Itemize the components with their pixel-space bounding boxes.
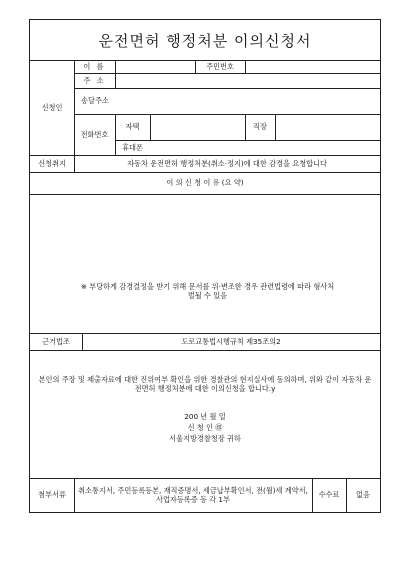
address-field[interactable]	[116, 73, 380, 88]
consent-statement: 본인의 주장 및 제출자료에 대한 진위여부 확인을 위한 경찰관의 현지실사에 동의하며, 위와 같이 자동차 운전면허 행정처분에 대한 이의신청을 합니다.y	[38, 374, 372, 393]
mailing-address-label: 송달주소	[81, 96, 109, 106]
divider	[30, 350, 380, 351]
id-number-label: 주민번호	[206, 61, 234, 71]
objection-form	[29, 19, 381, 513]
fee-label: 수수료	[318, 490, 340, 500]
name-field[interactable]	[116, 60, 195, 73]
purpose-text: 자동차 운전면허 행정처분(취소·정지)에 대한 감경을 요청합니다	[127, 158, 327, 168]
recipient-line: 서울지방경찰청장 귀하	[169, 434, 241, 444]
mailing-address-field[interactable]	[116, 88, 380, 114]
work-phone-field[interactable]	[276, 114, 380, 140]
work-phone-label: 직장	[253, 122, 267, 132]
mobile-field[interactable]	[151, 140, 380, 155]
attachments-text: 취소통지서, 주민등록등본, 재직증명서, 세금납부확인서, 전(월)세 계약서, 사업자등록증 등 각 1부	[78, 485, 308, 504]
phone-label: 전화번호	[80, 129, 109, 139]
name-label: 이 름	[83, 61, 106, 71]
fee-value: 없음	[356, 490, 370, 500]
home-phone-field[interactable]	[151, 114, 245, 140]
date-line: 200 년 월 일	[184, 412, 226, 422]
legal-basis-text: 도로교통법시행규칙 제35조의2	[181, 336, 281, 346]
divider	[74, 478, 75, 512]
purpose-label: 신청취지	[38, 158, 66, 168]
form-title: 운전면허 행정처분 이의신청서	[98, 31, 312, 50]
address-label: 주 소	[83, 75, 106, 85]
legal-basis-label: 근거법조	[42, 336, 70, 346]
forgery-warning-note: ※ 부당하게 감경결정을 받기 위해 문서를 위·변조한 경우 관련법령에 따라 형사처벌될 수 있음	[80, 281, 335, 300]
signer-line: 신 청 인 ㊞	[187, 423, 223, 433]
reason-header: 이 의 신 청 이 유 (요 약)	[166, 178, 244, 188]
divider	[30, 194, 380, 195]
reason-field[interactable]	[30, 198, 380, 272]
mobile-label: 휴대폰	[122, 142, 143, 152]
applicant-section-label: 신청인	[41, 102, 63, 112]
id-number-field[interactable]	[246, 60, 380, 73]
attachments-label: 첨부서류	[38, 490, 66, 500]
home-phone-label: 자택	[125, 122, 140, 132]
